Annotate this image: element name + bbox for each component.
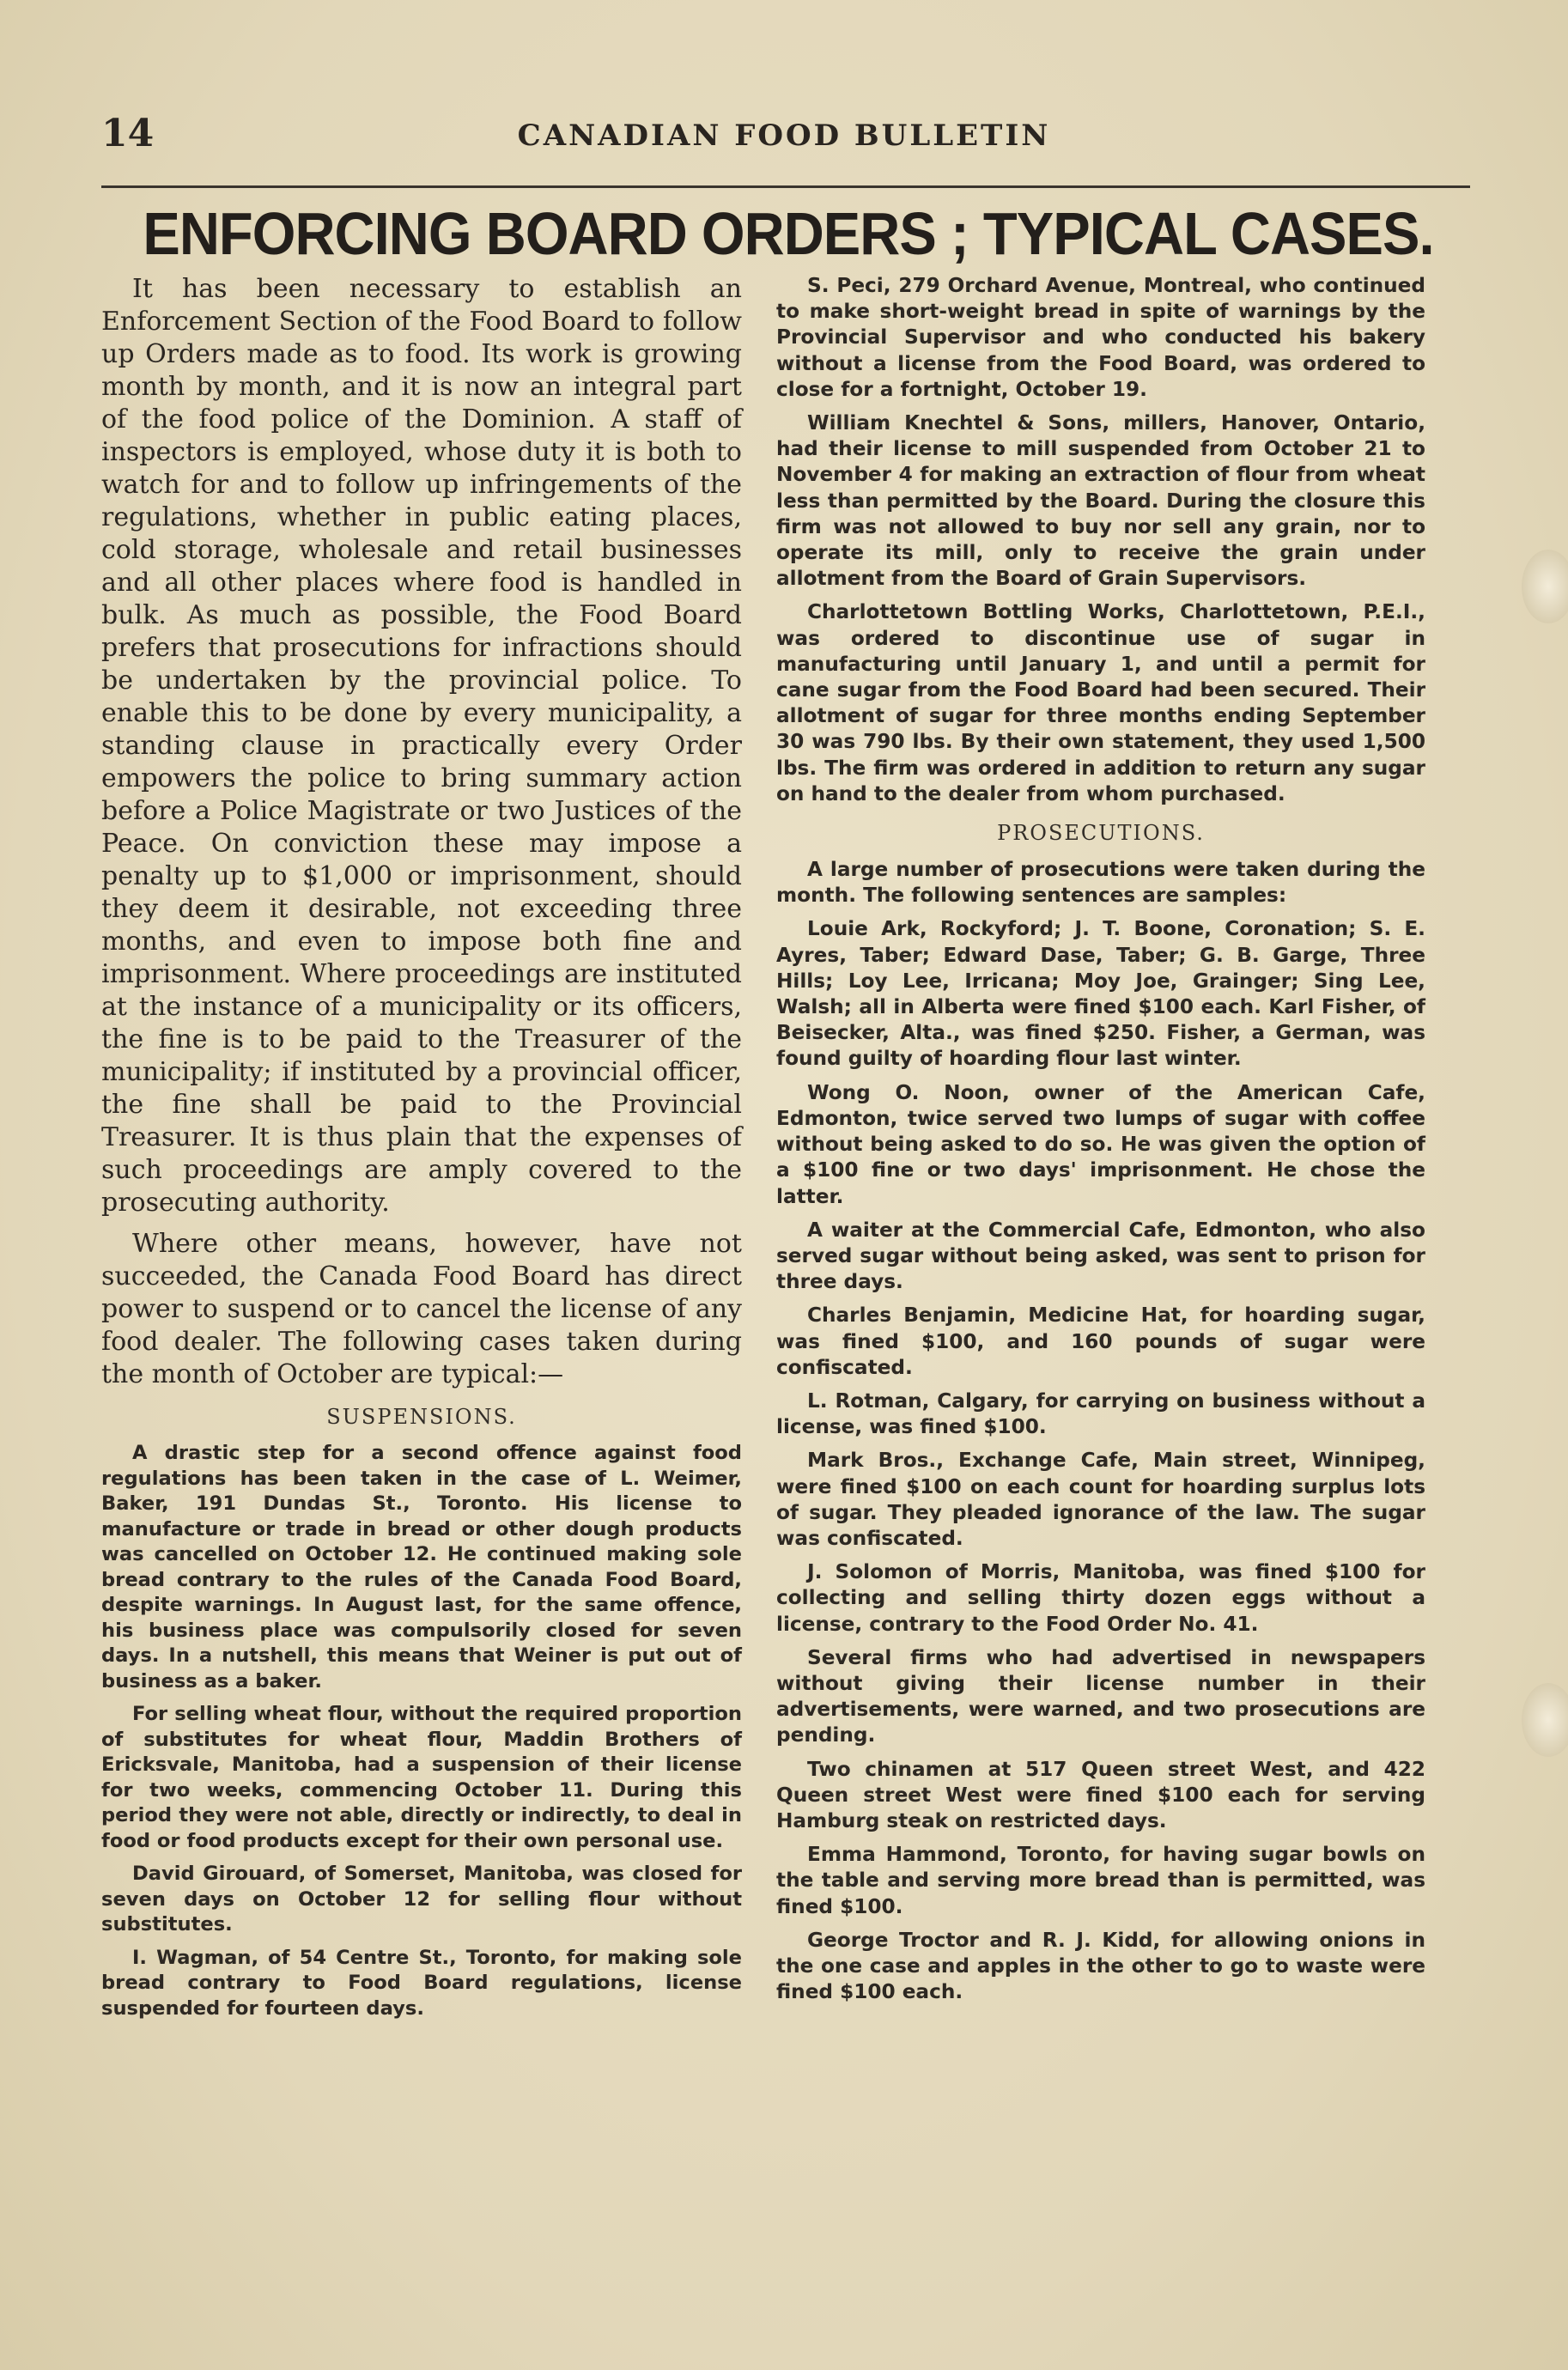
suspensions-heading: SUSPENSIONS. bbox=[326, 1405, 517, 1429]
prosecution-item: Louie Ark, Rockyford; J. T. Boone, Coronation; S. E. Ayres, Taber; Edward Dase, Taber; G. B. Garge, Three Hills; Loy Lee, Irricana; Moy Joe, Grainger; Sing Lee, Walsh; all in Alberta were fined $100 each. Karl Fisher, of Beisecker, Alta., was fined $250. Fisher, a German, was found guilty of hoarding flour last winter. bbox=[776, 917, 1425, 1071]
prosecution-item: Charles Benjamin, Medicine Hat, for hoarding sugar, was fined $100, and 160 pounds of sugar were confiscated. bbox=[776, 1304, 1425, 1379]
intro-paragraph: Where other means, however, have not succeeded, the Canada Food Board has direct power to suspend or to cancel the license of any food dealer. The following cases taken during the month of October are typical:— bbox=[101, 1229, 742, 1389]
left-column bbox=[101, 273, 742, 2029]
case-item: Charlottetown Bottling Works, Charlottetown, P.E.I., was ordered to discontinue use of sugar in manufacturing until January 1, and until a permit for cane sugar from the Food Board had been secured. Their allotment of sugar for three months ending September 30 was 790 lbs. By their own statement, they used 1,500 lbs. The firm was ordered in addition to return any sugar on hand to the dealer from whom purchased. bbox=[776, 600, 1425, 805]
prosecution-item: Wong O. Noon, owner of the American Cafe, Edmonton, twice served two lumps of sugar with coffee without being asked to do so. He was given the option of a $100 fine or two days' imprisonment. He chose the latter. bbox=[776, 1080, 1425, 1208]
case-item: S. Peci, 279 Orchard Avenue, Montreal, who continued to make short-weight bread in spite of warnings by the Provincial Supervisor and who conducted his bakery without a license from the Food Board, was ordered to close for a fortnight, October 19. bbox=[776, 274, 1425, 401]
prosecution-item: L. Rotman, Calgary, for carrying on business without a license, was fined $100. bbox=[776, 1389, 1425, 1439]
prosecution-item: Mark Bros., Exchange Cafe, Main street, Winnipeg, were fined $100 on each count for hoarding surplus lots of sugar. They pleaded ignorance of the law. The sugar was confiscated. bbox=[776, 1449, 1425, 1550]
page-number: 14 bbox=[101, 112, 155, 155]
binding-hole bbox=[1522, 550, 1568, 623]
prosecution-item: A waiter at the Commercial Cafe, Edmonton, who also served sugar without being asked, was sent to prison for three days. bbox=[776, 1218, 1425, 1294]
page-header bbox=[101, 112, 1467, 163]
prosecution-item: J. Solomon of Morris, Manitoba, was fined $100 for collecting and selling thirty dozen eggs without a license, contrary to the Food Order No. 41. bbox=[776, 1560, 1425, 1636]
prosecution-item: Two chinamen at 517 Queen street West, and 422 Queen street West were fined $100 each for serving Hamburg steak on restricted days. bbox=[776, 1757, 1425, 1832]
prosecution-item: George Troctor and R. J. Kidd, for allowing onions in the one case and apples in the other to go to waste were fined $100 each. bbox=[776, 1928, 1425, 2004]
right-column bbox=[776, 273, 1425, 2013]
prosecutions-heading: PROSECUTIONS. bbox=[997, 821, 1205, 846]
prosecution-item: A large number of prosecutions were taken during the month. The following sentences are samples: bbox=[776, 858, 1425, 908]
suspension-item: A drastic step for a second offence against food regulations has been taken in the case of L. Weimer, Baker, 191 Dundas St., Toronto. His license to manufacture or trade in bread or other dough products was cancelled on October 12. He continued making sole bread contrary to the rules of the Canada Food Board, despite warnings. In August last, for the same offence, his business place was compulsorily closed for seven days. In a nutshell, this means that Weiner is put out of business as a baker. bbox=[101, 1442, 742, 1692]
running-title: CANADIAN FOOD BULLETIN bbox=[517, 118, 1051, 153]
binding-hole bbox=[1522, 1683, 1568, 1757]
case-item: William Knechtel & Sons, millers, Hanover, Ontario, had their license to mill suspended from October 21 to November 4 for making an extraction of flour from wheat less than permitted by the Board. During the closure this firm was not allowed to buy nor sell any grain, nor to operate its mill, only to receive the grain under allotment from the Board of Grain Supervisors. bbox=[776, 411, 1425, 591]
suspension-item: For selling wheat flour, without the required proportion of substitutes for wheat flour, Maddin Brothers of Ericksvale, Manitoba, had a suspension of their license for two weeks, commencing October 11. During this period they were not able, directly or indirectly, to deal in food or food products except for their own personal use. bbox=[101, 1703, 742, 1852]
prosecution-item: Emma Hammond, Toronto, for having sugar bowls on the table and serving more bread than is permitted, was fined $100. bbox=[776, 1843, 1425, 1918]
prosecution-item: Several firms who had advertised in newspapers without giving their license number in their advertisements, were warned, and two prosecutions are pending. bbox=[776, 1645, 1425, 1747]
intro-paragraph: It has been necessary to establish an Enforcement Section of the Food Board to follow up Orders made as to food. Its work is growing month by month, and it is now an integral part of the food police of the Dominion. A staff of inspectors is employed, whose duty it is both to watch for and to follow up infringements of the regulations, whether in public eating places, cold storage, wholesale and retail businesses and all other places where food is handled in bulk. As much as possible, the Food Board prefers that prosecutions for infractions should be undertaken by the provincial police. To enable this to be done by every municipality, a standing clause in practically every Order empowers the police to bring summary action before a Police Magistrate or two Justices of the Peace. On conviction these may impose a penalty up to $1,000 or imprisonment, should they deem it desirable, not exceeding three months, and even to impose both fine and imprisonment. Where proceedings are instituted at the instance of a municipality or its officers, the fine is to be paid to the Treasurer of the municipality; if instituted by a provincial officer, the fine shall be paid to the Provincial Treasurer. It is thus plain that the expenses of such proceedings are amply covered to the prosecuting authority. bbox=[101, 274, 742, 1218]
suspension-item: I. Wagman, of 54 Centre St., Toronto, for making sole bread contrary to Food Board regulations, license suspended for fourteen days. bbox=[101, 1946, 742, 2020]
suspension-item: David Girouard, of Somerset, Manitoba, was closed for seven days on October 12 for selling flour without substitutes. bbox=[101, 1863, 742, 1936]
header-rule bbox=[101, 185, 1470, 188]
article-headline: ENFORCING BOARD ORDERS ; TYPICAL CASES. bbox=[143, 200, 1434, 267]
